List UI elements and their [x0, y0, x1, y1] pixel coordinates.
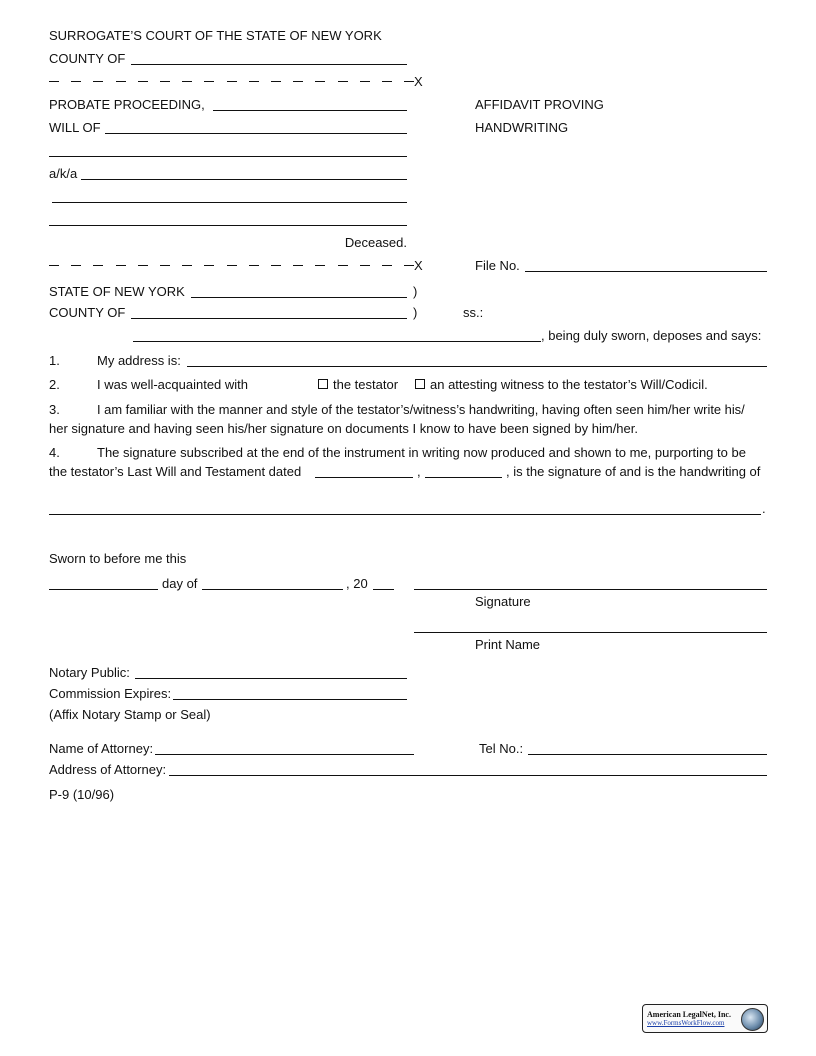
- separator-dash: [315, 265, 325, 266]
- separator-dash: [315, 81, 325, 82]
- separator-dash: [249, 265, 259, 266]
- attesting-witness-checkbox[interactable]: [415, 379, 425, 389]
- print-name-label: Print Name: [475, 637, 541, 652]
- aka-field[interactable]: [81, 179, 407, 180]
- separator-dash: [227, 265, 237, 266]
- separator-dash: [204, 265, 214, 266]
- print-name-field[interactable]: [414, 632, 767, 633]
- separator-dash: [404, 81, 414, 82]
- caption-x-mark-bottom: X: [414, 258, 423, 273]
- globe-icon: [741, 1008, 764, 1031]
- paragraph-4-line2-start: the testator’s Last Will and Testament dated: [49, 464, 302, 479]
- separator-dash: [160, 265, 170, 266]
- tel-no-field[interactable]: [528, 754, 767, 755]
- logo-company-name: American LegalNet, Inc.: [647, 1010, 731, 1019]
- separator-dash: [138, 265, 148, 266]
- paragraph-1-number: 1.: [49, 353, 60, 368]
- deceased-label: Deceased.: [344, 235, 407, 250]
- aka-field-3[interactable]: [49, 225, 407, 226]
- separator-dash: [271, 265, 281, 266]
- caption-county-label: COUNTY OF: [49, 51, 126, 66]
- notary-public-field[interactable]: [135, 678, 407, 679]
- tel-no-label: Tel No.:: [479, 741, 524, 756]
- jurat-day-field[interactable]: [49, 589, 158, 590]
- attorney-name-label: Name of Attorney:: [49, 741, 154, 756]
- day-of-label: day of: [162, 576, 198, 591]
- separator-dash: [49, 265, 59, 266]
- probate-label: PROBATE PROCEEDING,: [49, 97, 205, 112]
- venue-county-field[interactable]: [131, 318, 407, 319]
- notary-stamp-note: (Affix Notary Stamp or Seal): [49, 707, 211, 722]
- separator-dash: [182, 265, 192, 266]
- separator-dash: [360, 265, 370, 266]
- separator-dash: [338, 265, 348, 266]
- paragraph-2-number: 2.: [49, 377, 60, 392]
- handwriting-of-field[interactable]: [49, 514, 761, 515]
- separator-dash: [293, 81, 303, 82]
- separator-dash: [404, 265, 414, 266]
- signature-field[interactable]: [414, 589, 767, 590]
- separator-dash: [71, 265, 81, 266]
- paragraph-4-number: 4.: [49, 445, 60, 460]
- sworn-to-label: Sworn to before me this: [49, 551, 187, 566]
- venue-paren-2: ): [413, 305, 418, 320]
- form-id: P-9 (10/96): [49, 787, 115, 802]
- paragraph-2-text: I was well-acquainted with: [97, 377, 249, 392]
- venue-paren-1: ): [413, 284, 418, 299]
- will-of-field[interactable]: [105, 133, 407, 134]
- attorney-address-label: Address of Attorney:: [49, 762, 167, 777]
- will-year-field[interactable]: [425, 477, 502, 478]
- will-of-label: WILL OF: [49, 120, 101, 135]
- address-field[interactable]: [187, 366, 767, 367]
- separator-dash: [338, 81, 348, 82]
- document-title-line2: HANDWRITING: [475, 120, 569, 135]
- separator-dash: [204, 81, 214, 82]
- separator-dash: [249, 81, 259, 82]
- will-of-field-2[interactable]: [49, 156, 407, 157]
- paragraph-3-line1: I am familiar with the manner and style of the testator’s/witness’s handwriting, having often seen him/her write his/: [97, 402, 745, 417]
- paragraph-3-line2: her signature and having seen his/her signature on documents I know to have been signed by him/her.: [49, 421, 638, 436]
- attesting-witness-option-label: an attesting witness to the testator’s Will/Codicil.: [430, 377, 708, 392]
- commission-expires-field[interactable]: [173, 699, 407, 700]
- separator-dash: [93, 265, 103, 266]
- separator-dash: [116, 81, 126, 82]
- attorney-name-field[interactable]: [155, 754, 414, 755]
- signature-label: Signature: [475, 594, 531, 609]
- venue-state-label: STATE OF NEW YORK: [49, 284, 185, 299]
- testator-checkbox[interactable]: [318, 379, 328, 389]
- publisher-logo: [642, 1004, 768, 1033]
- separator-dash: [360, 81, 370, 82]
- court-title: SURROGATE’S COURT OF THE STATE OF NEW YORK: [49, 28, 382, 43]
- separator-dash: [382, 265, 392, 266]
- jurat-year-field[interactable]: [373, 589, 394, 590]
- separator-dash: [182, 81, 192, 82]
- aka-label: a/k/a: [49, 166, 78, 181]
- paragraph-4-line2-end: , is the signature of and is the handwriting of: [506, 464, 761, 479]
- separator-dash: [227, 81, 237, 82]
- aka-field-2[interactable]: [52, 202, 407, 203]
- separator-dash: [116, 265, 126, 266]
- paragraph-4-comma: ,: [417, 464, 421, 479]
- file-no-label: File No.: [475, 258, 520, 273]
- caption-x-mark-top: X: [414, 74, 423, 89]
- probate-field[interactable]: [213, 110, 407, 111]
- year-prefix: , 20: [346, 576, 368, 591]
- paragraph-3-number: 3.: [49, 402, 60, 417]
- separator-dash: [271, 81, 281, 82]
- separator-dash: [49, 81, 59, 82]
- separator-dash: [93, 81, 103, 82]
- separator-dash: [160, 81, 170, 82]
- caption-county-field[interactable]: [131, 64, 407, 65]
- paragraph-4-line1: The signature subscribed at the end of the instrument in writing now produced and shown to me, purporting to be: [97, 445, 746, 460]
- document-title-line1: AFFIDAVIT PROVING: [475, 97, 604, 112]
- deponent-name-field[interactable]: [133, 341, 541, 342]
- attorney-address-field[interactable]: [169, 775, 767, 776]
- sworn-statement: , being duly sworn, deposes and says:: [541, 328, 762, 343]
- logo-website-link[interactable]: www.FormsWorkFlow.com: [647, 1019, 725, 1027]
- commission-expires-label: Commission Expires:: [49, 686, 172, 701]
- paragraph-1-text: My address is:: [97, 353, 181, 368]
- will-date-field[interactable]: [315, 477, 413, 478]
- testator-option-label: the testator: [333, 377, 399, 392]
- jurat-month-field[interactable]: [202, 589, 343, 590]
- notary-public-label: Notary Public:: [49, 665, 130, 680]
- separator-dash: [138, 81, 148, 82]
- venue-ss: ss.:: [463, 305, 484, 320]
- paragraph-4-period: .: [762, 501, 766, 516]
- venue-county-label: COUNTY OF: [49, 305, 126, 320]
- separator-dash: [71, 81, 81, 82]
- separator-dash: [293, 265, 303, 266]
- venue-state-field[interactable]: [191, 297, 407, 298]
- separator-dash: [382, 81, 392, 82]
- file-no-field[interactable]: [525, 271, 767, 272]
